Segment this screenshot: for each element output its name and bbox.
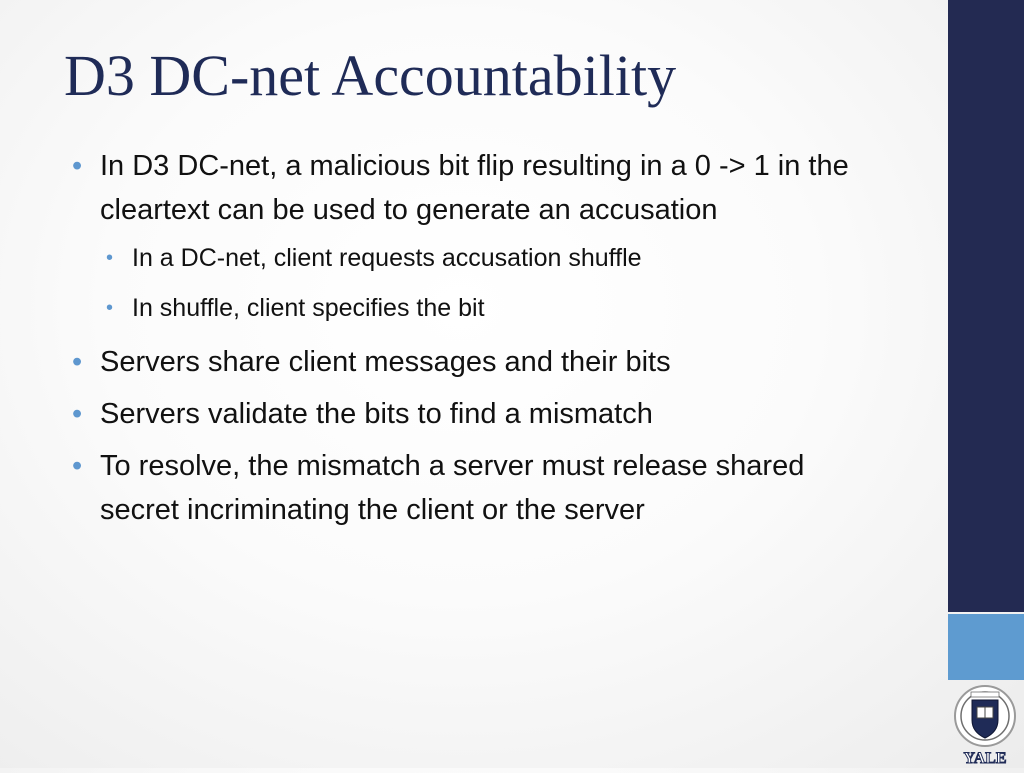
- bullet-text: In D3 DC-net, a malicious bit flip resulting in a 0 -> 1 in the cleartext can be used to generate an accusation: [100, 150, 849, 226]
- bullet-item: [72, 392, 862, 436]
- svg-text:YALE: YALE: [963, 750, 1007, 767]
- bullet-icon: •: [72, 346, 83, 378]
- bullet-item: [72, 340, 862, 384]
- bullet-icon: •: [72, 150, 83, 182]
- sidebar-bar: [948, 0, 1024, 612]
- bullet-text: Servers share client messages and their bits: [100, 346, 671, 378]
- slide-title: D3 DC-net Accountability: [64, 43, 677, 108]
- bullet-item: [72, 144, 862, 232]
- bullet-text: To resolve, the mismatch a server must release shared secret incriminating the client or the server: [100, 450, 805, 526]
- bullet-icon: •: [106, 297, 114, 319]
- sub-bullet-text: In shuffle, client specifies the bit: [132, 294, 485, 322]
- bullet-icon: •: [72, 450, 83, 482]
- sub-bullet-item: [106, 240, 862, 276]
- slide-body: [72, 144, 862, 540]
- bullet-item: [72, 444, 862, 532]
- bullet-icon: •: [106, 247, 114, 269]
- sub-bullet-text: In a DC-net, client requests accusation shuffle: [132, 244, 642, 272]
- yale-shield-icon: [945, 680, 1024, 768]
- sidebar-accent-block: [948, 614, 1024, 680]
- yale-logo: [945, 680, 1024, 768]
- bullet-text: Servers validate the bits to find a mismatch: [100, 398, 653, 430]
- bullet-icon: •: [72, 398, 83, 430]
- sub-bullet-item: [106, 290, 862, 326]
